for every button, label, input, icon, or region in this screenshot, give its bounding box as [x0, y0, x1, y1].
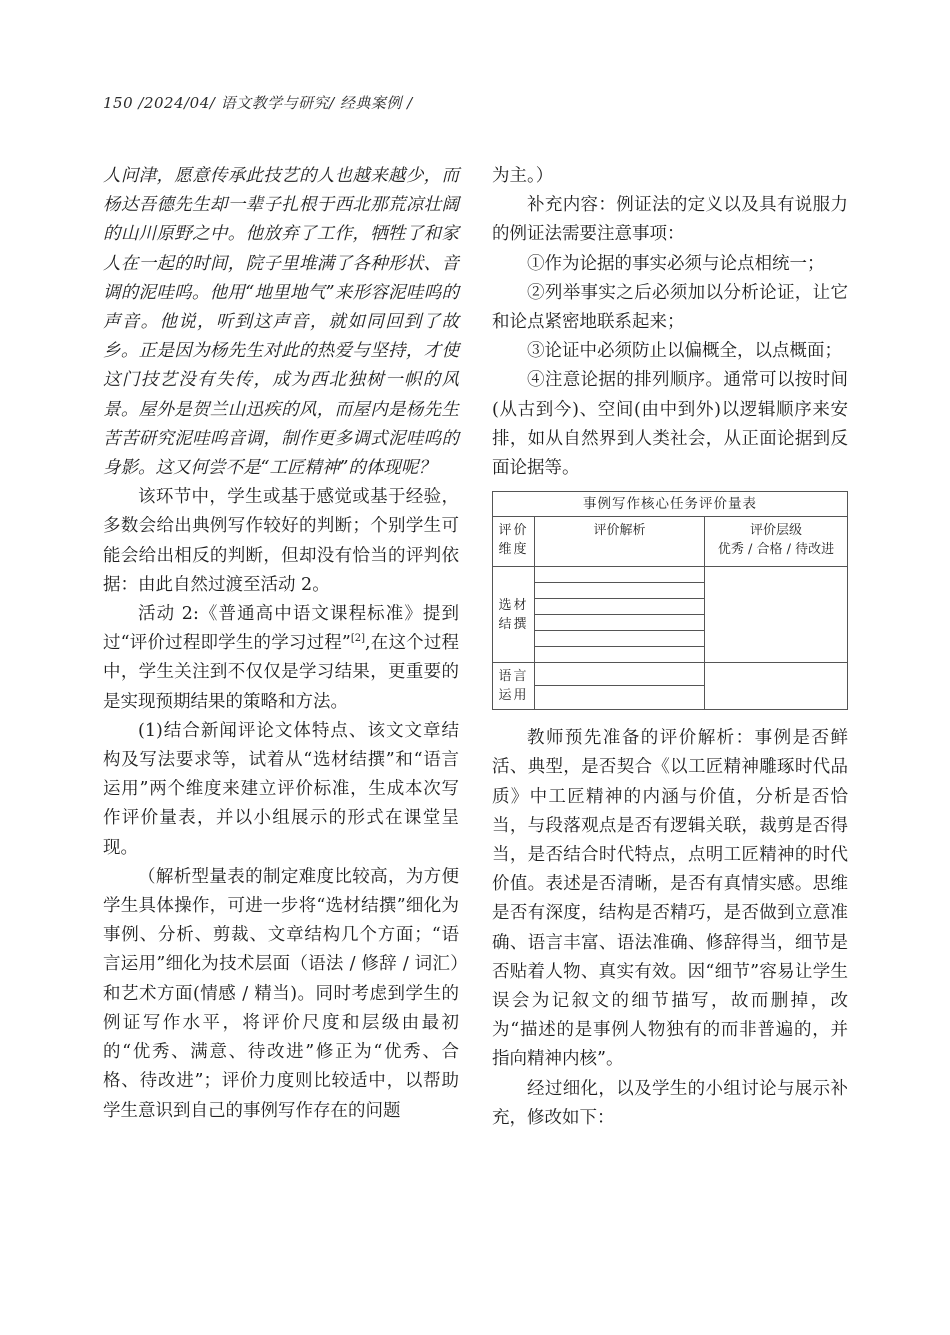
- table-subrow: [535, 583, 704, 599]
- paragraph: 为主。）: [492, 166, 554, 186]
- level-options: 优秀 / 合格 / 待改进: [717, 542, 835, 558]
- table-grid: [493, 517, 847, 709]
- table-subrow: [535, 615, 704, 631]
- paragraph-text: ,在这个过程中，学生关注到不仅仅是学习结果，更重要的是实现预期结果的策略和方法。: [103, 633, 459, 712]
- analysis-cells-material: [535, 567, 705, 663]
- table-subrow: [535, 567, 704, 583]
- row-label-language: 语言运用: [493, 663, 535, 709]
- table-header-level: [705, 517, 847, 567]
- paragraph: 补充内容：例证法的定义以及具有说服力的例证法需要注意事项：: [492, 195, 848, 245]
- paragraph: 人问津，愿意传承此技艺的人也越来越少，而杨达吾德先生却一辈子扎根于西北那荒凉壮阔的山川原野之中。他放弃了工作，牺牲了和家人在一起的时间，院子里堆满了各种形状、音调的泥哇呜。他用“地里地气”来形容泥哇呜的声音。他说，听到这声音，就如同回到了故乡。正是因为杨先生对此的热爱与坚持，才使这门技艺没有失传，成为西北独树一帜的风景。屋外是贺兰山迅疾的风，而屋内是杨先生苦苦研究泥哇呜音调，制作更多调式泥哇呜的身影。这又何尝不是“工匠精神”的体现呢？: [103, 166, 459, 479]
- paragraph: [103, 600, 459, 717]
- right-column: [492, 162, 848, 1133]
- running-header: 150 /2024/04/ 语文教学与研究/ 经典案例 /: [103, 94, 413, 112]
- row-label-material: 选材结撰: [493, 567, 535, 663]
- table-header-dimension: 评价维度: [493, 517, 535, 567]
- table-subrow: [535, 647, 704, 662]
- paragraph: ②列举事实之后必须加以分析论证，让它和论点紧密地联系起来；: [492, 282, 848, 333]
- level-cell-language: [705, 663, 847, 709]
- paragraph: （解析型量表的制定难度比较高，为方便学生具体操作，可进一步将“选材结撰”细化为事例、分析、剪裁、文章结构几个方面；“语言运用”细化为技术层面（语法 / 修辞 / 词汇）和艺术方面(情感 / 精当)。同时考虑到学生的例证写作水平，将评价尺度和层级由最初的“优秀、满意、待改进”修正为“优秀、合格、待改进”；评价力度则比较适中，以帮助学生意识到自己的事例写作存在的问题: [103, 866, 459, 1121]
- paragraph: ④注意论据的排列顺序。通常可以按时间(从古到今)、空间(由中到外)以逻辑顺序来安排，如从自然界到人类社会，从正面论据到反面论据等。: [492, 370, 848, 479]
- paragraph: ③论证中必须防止以偏概全，以点概面；: [527, 341, 842, 362]
- table-subrow: [535, 631, 704, 647]
- evaluation-table: [492, 491, 848, 710]
- paragraph: (1)结合新闻评论文体特点、该文文章结构及写法要求等，试着从“选材结撰”和“语言运用”两个维度来建立评价标准，生成本次写作评价量表，并以小组展示的形式在课堂呈现。: [103, 720, 459, 858]
- analysis-cells-language: [535, 663, 705, 709]
- paragraph: 该环节中，学生或基于感觉或基于经验，多数会给出典例写作较好的判断；个别学生可能会给出相反的判断，但却没有恰当的评判依据：由此自然过渡至活动 2。: [103, 487, 459, 595]
- table-subrow: [535, 663, 704, 686]
- table-subrow: [535, 686, 704, 709]
- paragraph-text: 活动 2:《普通高中语文课程标准》提到过“评价过程即学生的学习过程”: [103, 604, 459, 654]
- table-subrow: [535, 599, 704, 615]
- level-cell-material: [705, 567, 847, 663]
- table-title: 事例写作核心任务评价量表: [493, 492, 847, 517]
- paragraph: ①作为论据的事实必须与论点相统一；: [527, 253, 825, 274]
- citation-ref: [2]: [350, 633, 366, 645]
- left-column: [103, 162, 459, 1126]
- paragraph: 教师预先准备的评价解析：事例是否鲜活、典型，是否契合《以工匠精神雕琢时代品质》中工匠精神的内涵与价值，分析是否恰当，与段落观点是否有逻辑关联，裁剪是否得当，是否结合时代特点，点明工匠精神的时代价值。表述是否清晰，是否有真情实感。思维是否有深度，结构是否精巧，是否做到立意准确、语言丰富、语法准确、修辞得当，细节是否贴着人物、真实有效。因“细节”容易让学生误会为记叙文的细节描写，故而删掉，改为“描述的是事例人物独有的而非普遍的，并指向精神内核”。: [492, 728, 848, 1070]
- paragraph: 经过细化，以及学生的小组讨论与展示补充，修改如下：: [492, 1078, 848, 1128]
- table-header-analysis: 评价解析: [535, 517, 705, 567]
- level-title: 评价层级: [749, 523, 802, 539]
